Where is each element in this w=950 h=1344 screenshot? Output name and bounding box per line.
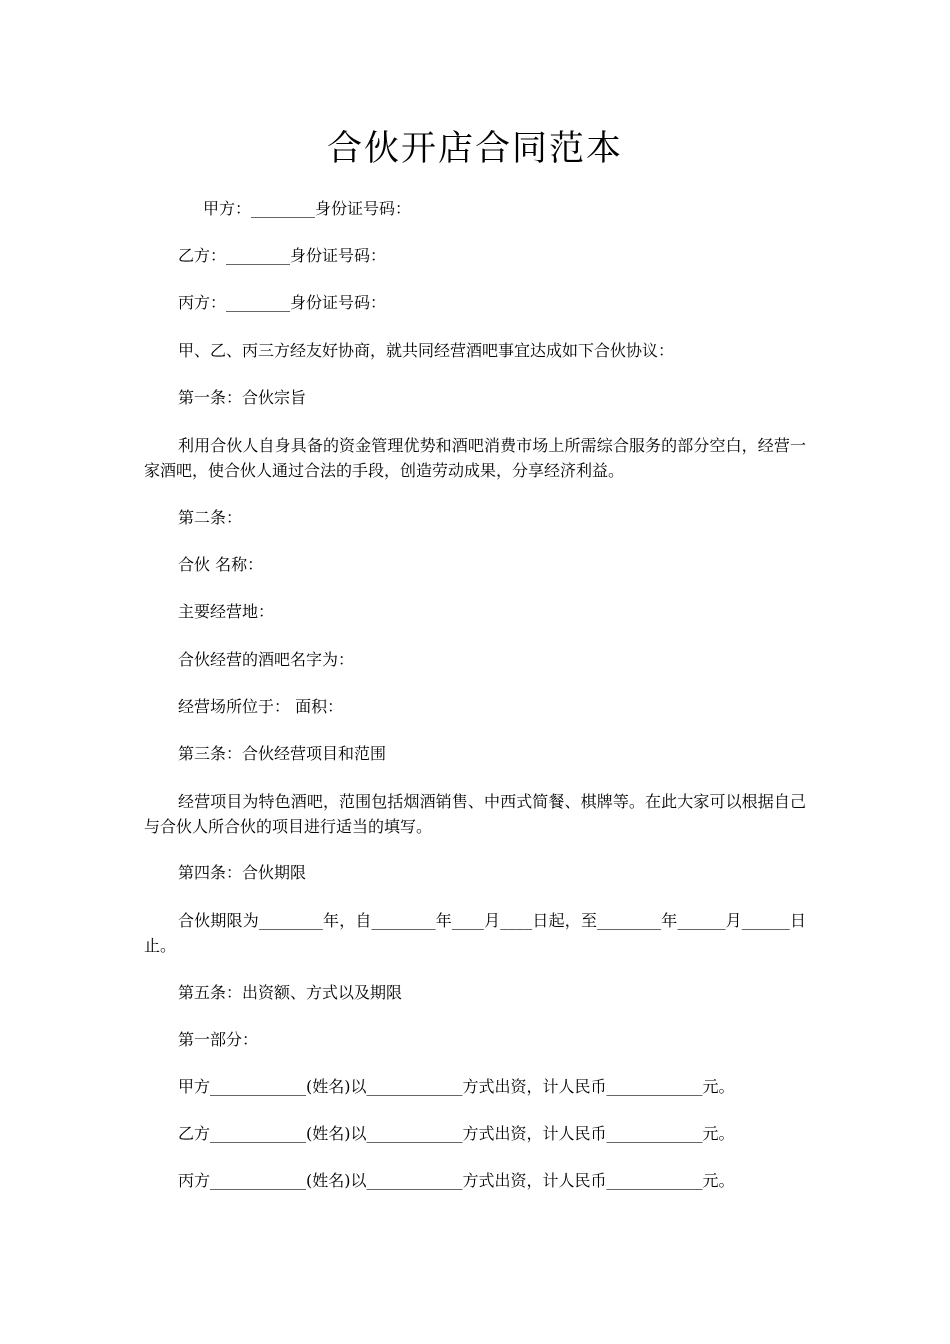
article-5-heading: 第五条：出资额、方式以及期限 [178,983,403,1002]
business-location-field: 经营场所位于： 面积： [178,697,344,716]
article-3-body: 经营项目为特色酒吧，范围包括烟酒销售、中西式简餐、棋牌等。在此大家可以根据自己与合伙人所合伙的项目进行适当的填写。 [144,792,806,836]
contribution-party-a: 甲方____________(姓名)以____________方式出资，计人民币____________元。 [178,1077,735,1096]
contribution-party-b: 乙方____________(姓名)以____________方式出资，计人民币____________元。 [178,1124,735,1143]
article-1-heading: 第一条：合伙宗旨 [178,388,307,407]
document-title: 合伙开店合同范本 [326,129,623,169]
article-4-heading: 第四条：合伙期限 [178,863,307,882]
party-c-line: 丙方：________身份证号码： [178,293,387,312]
article-2-heading: 第二条： [178,508,243,527]
preamble: 甲、乙、丙三方经友好协商，就共同经营酒吧事宜达成如下合伙协议： [178,341,675,360]
part-1-heading: 第一部分： [178,1030,259,1049]
article-4-body: 合伙期限为________年，自________年____月____日起，至________年______月______日止。 [144,911,806,955]
party-b-line: 乙方：________身份证号码： [178,246,387,265]
article-3-heading: 第三条：合伙经营项目和范围 [178,744,387,763]
party-a-line: 甲方：________身份证号码： [203,199,412,218]
article-1-body: 利用合伙人自身具备的资金管理优势和酒吧消费市场上所需综合服务的部分空白，经营一家酒吧，使合伙人通过合法的手段，创造劳动成果，分享经济利益。 [144,436,806,480]
bar-name-field: 合伙经营的酒吧名字为： [178,650,355,669]
partnership-name-field: 合伙 名称： [178,555,264,574]
main-business-place-field: 主要经营地： [178,602,275,621]
contribution-party-c: 丙方____________(姓名)以____________方式出资，计人民币____________元。 [178,1171,735,1190]
